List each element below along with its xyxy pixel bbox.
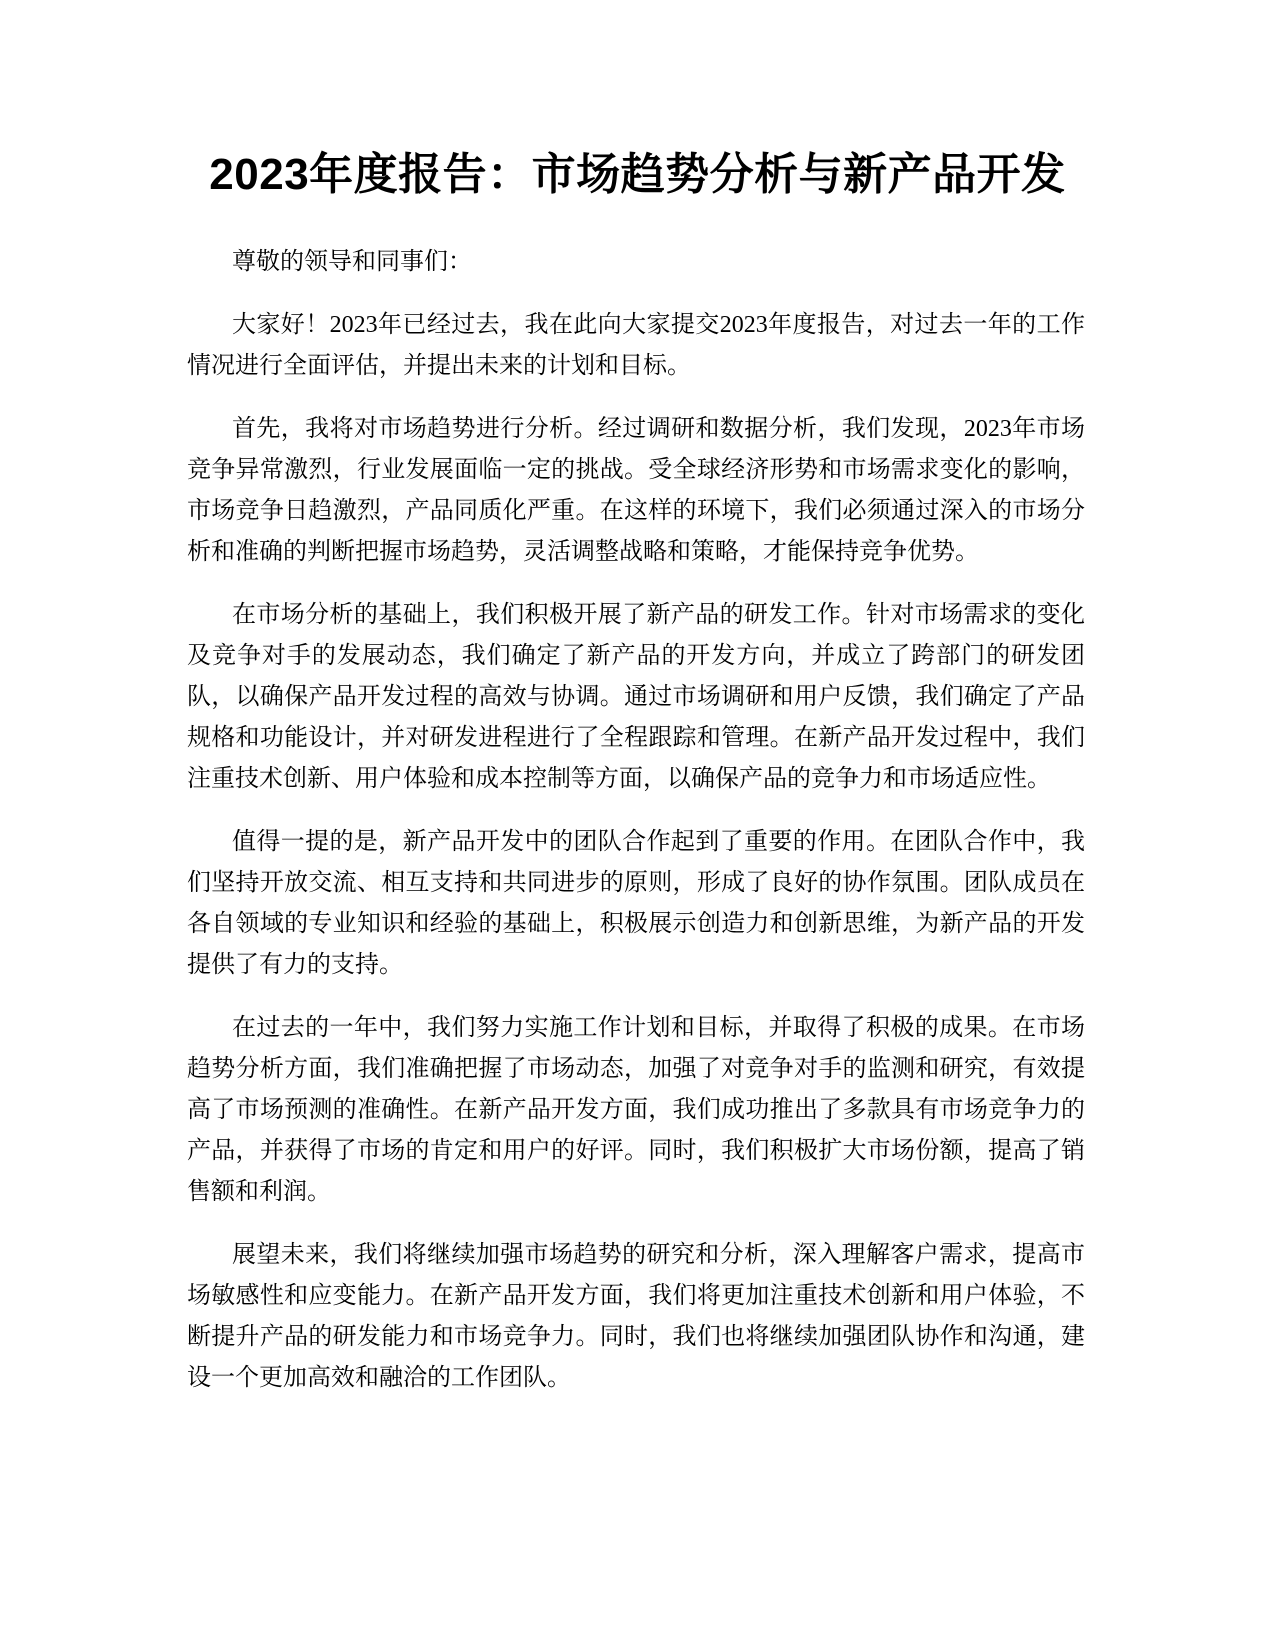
paragraph-market-analysis: 首先，我将对市场趋势进行分析。经过调研和数据分析，我们发现，2023年市场竞争异常激烈，行业发展面临一定的挑战。受全球经济形势和市场需求变化的影响，市场竞争日趋激烈，产品同质化严重。在这样的环境下，我们必须通过深入的市场分析和准确的判断把握市场趋势，灵活调整战略和策略，才能保持竞争优势。 xyxy=(187,416,1085,565)
paragraph-intro: 大家好！2023年已经过去，我在此向大家提交2023年度报告，对过去一年的工作情况进行全面评估，并提出未来的计划和目标。 xyxy=(187,312,1085,379)
paragraph-outlook: 展望未来，我们将继续加强市场趋势的研究和分析，深入理解客户需求，提高市场敏感性和应变能力。在新产品开发方面，我们将更加注重技术创新和用户体验，不断提升产品的研发能力和市场竞争力。同时，我们也将继续加强团队协作和沟通，建设一个更加高效和融洽的工作团队。 xyxy=(187,1242,1085,1391)
paragraph-achievements: 在过去的一年中，我们努力实施工作计划和目标，并取得了积极的成果。在市场趋势分析方面，我们准确把握了市场动态，加强了对竞争对手的监测和研究，有效提高了市场预测的准确性。在新产品开发方面，我们成功推出了多款具有市场竞争力的产品，并获得了市场的肯定和用户的好评。同时，我们积极扩大市场份额，提高了销售额和利润。 xyxy=(187,1015,1085,1205)
paragraph-greeting: 尊敬的领导和同事们： xyxy=(232,249,472,275)
document-body xyxy=(187,242,1085,1421)
document-title: 2023年度报告：市场趋势分析与新产品开发 xyxy=(209,150,1066,199)
paragraph-teamwork: 值得一提的是，新产品开发中的团队合作起到了重要的作用。在团队合作中，我们坚持开放交流、相互支持和共同进步的原则，形成了良好的协作氛围。团队成员在各自领域的专业知识和经验的基础上，积极展示创造力和创新思维，为新产品的开发提供了有力的支持。 xyxy=(187,829,1085,978)
paragraph-product-development: 在市场分析的基础上，我们积极开展了新产品的研发工作。针对市场需求的变化及竞争对手的发展动态，我们确定了新产品的开发方向，并成立了跨部门的研发团队，以确保产品开发过程的高效与协调。通过市场调研和用户反馈，我们确定了产品规格和功能设计，并对研发进程进行了全程跟踪和管理。在新产品开发过程中，我们注重技术创新、用户体验和成本控制等方面，以确保产品的竞争力和市场适应性。 xyxy=(187,602,1085,792)
